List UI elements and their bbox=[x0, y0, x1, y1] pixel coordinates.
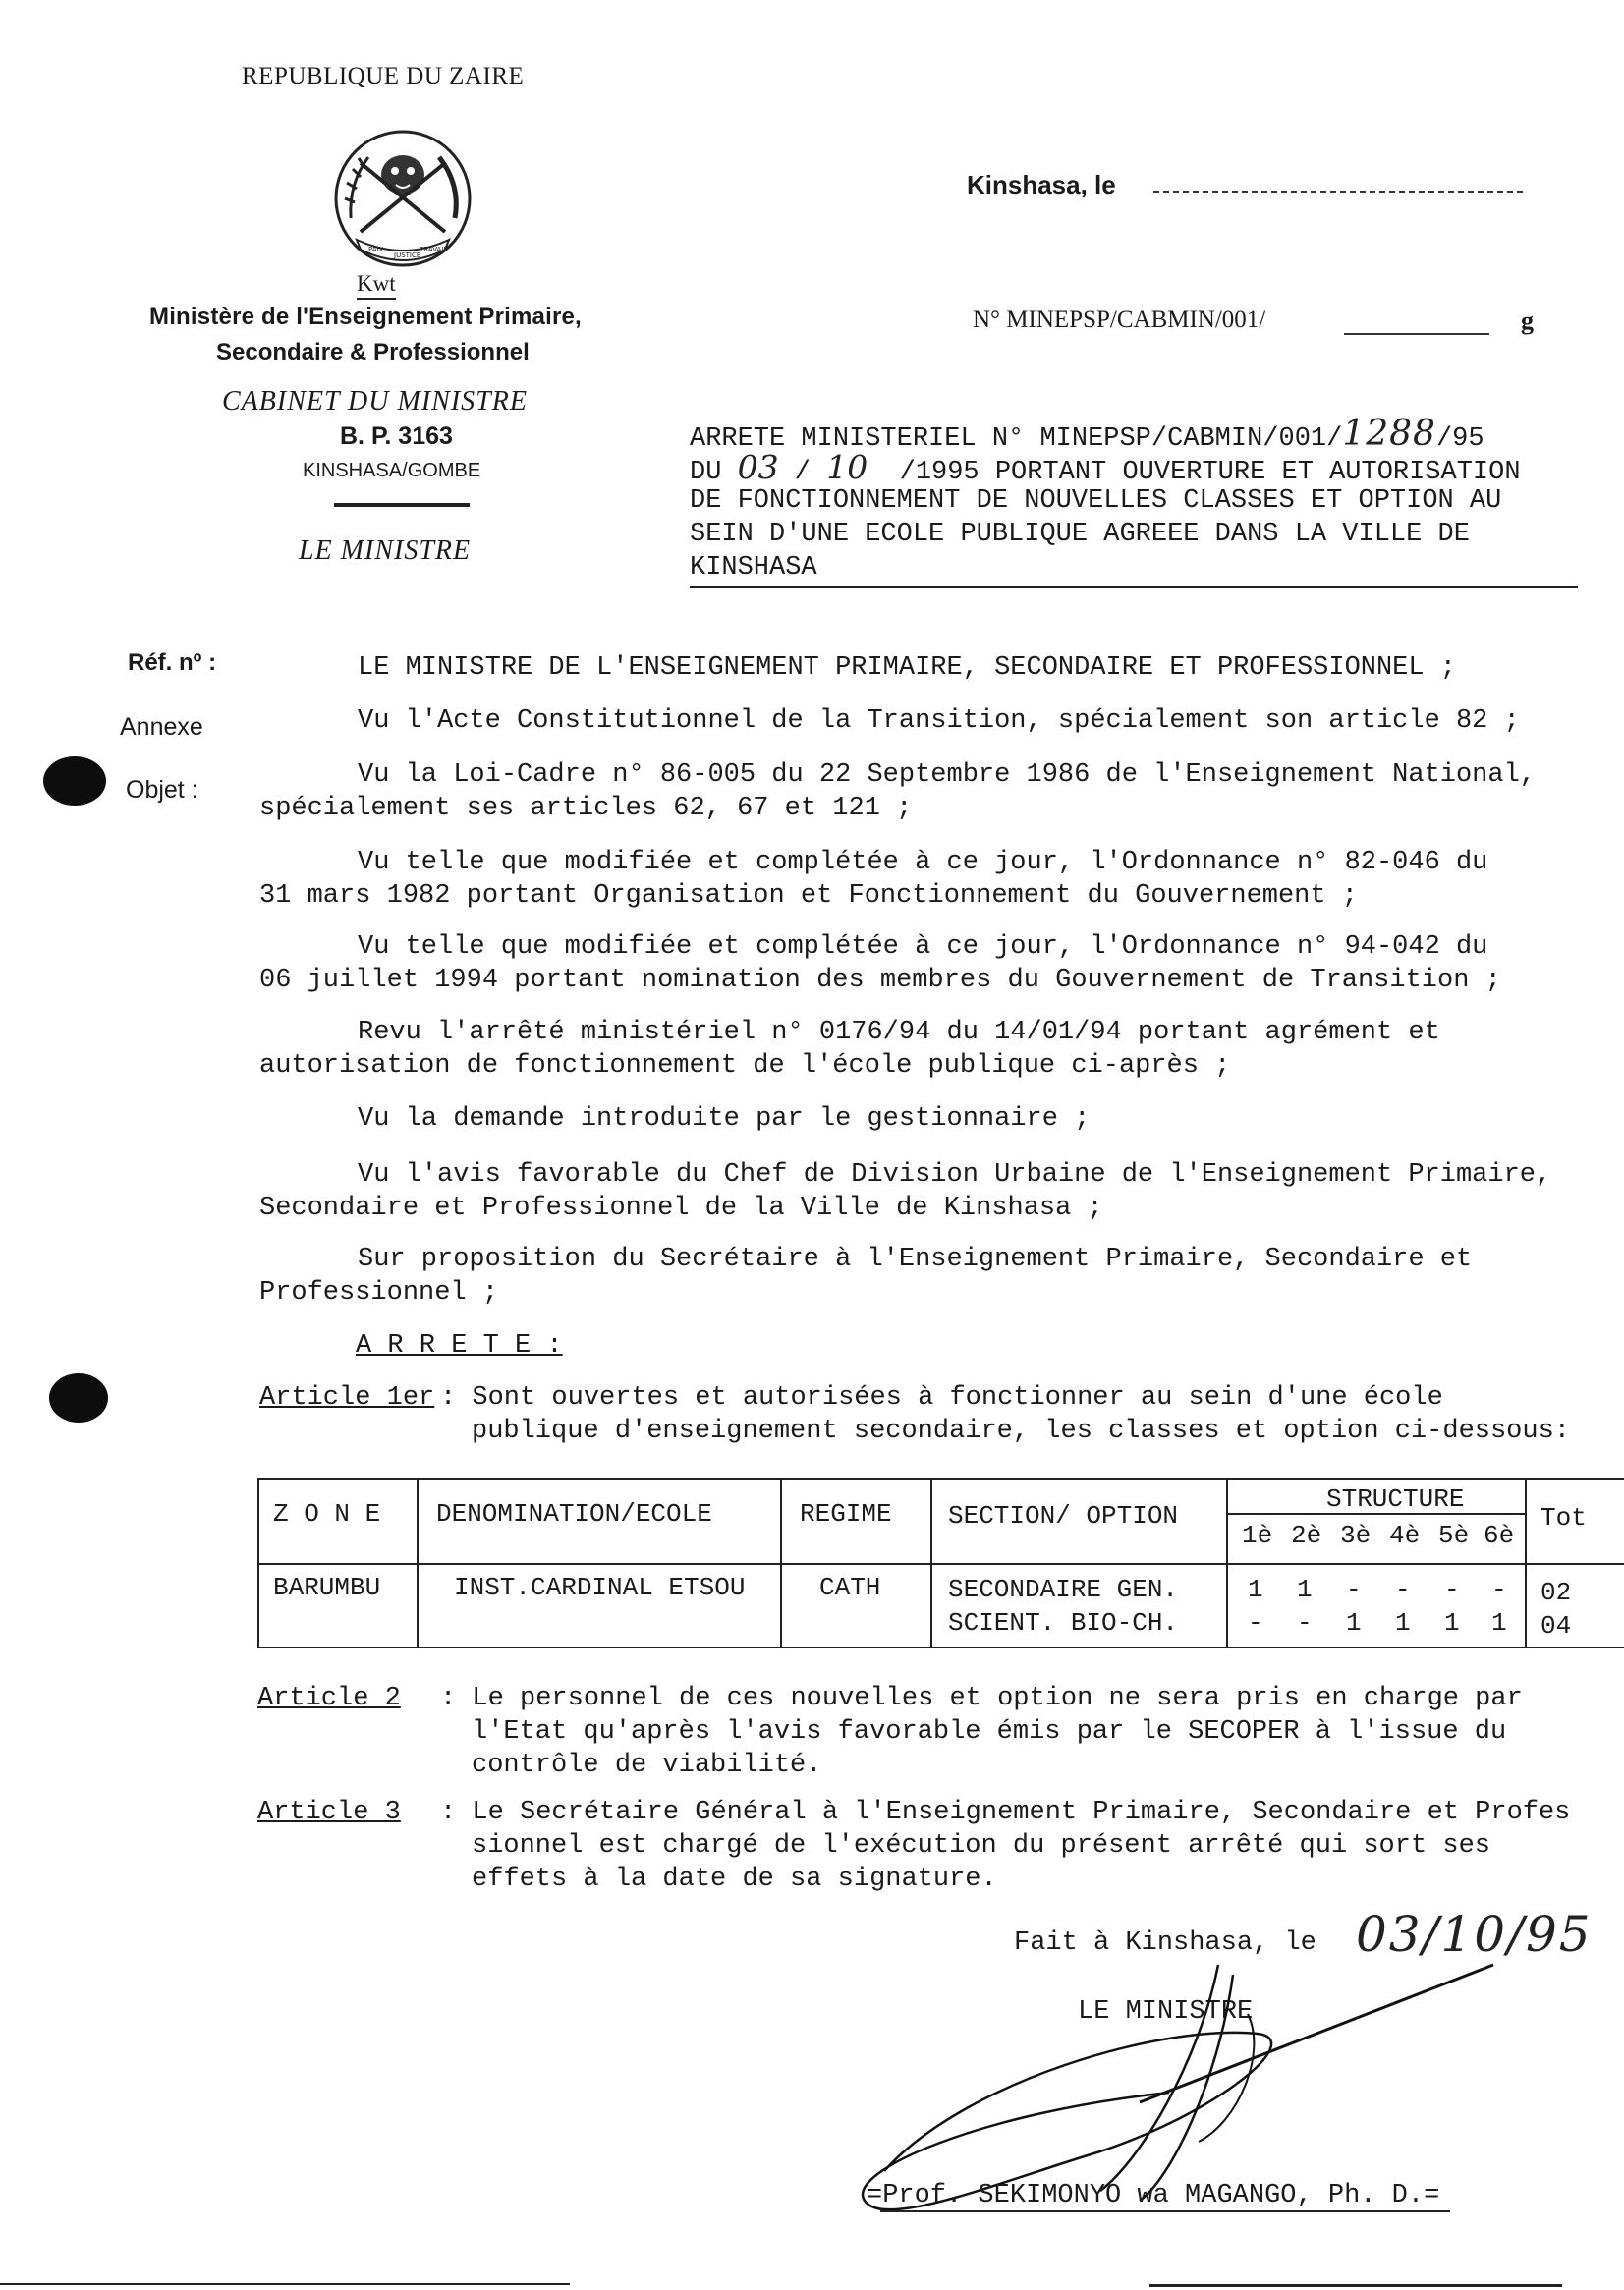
annexe-label: Annexe bbox=[120, 713, 203, 741]
header-regime: REGIME bbox=[800, 1499, 892, 1529]
row2-grade-1: - bbox=[1248, 1608, 1263, 1638]
decree-title-line-3: DE FONCTIONNEMENT DE NOUVELLES CLASSES ET OPTION AU bbox=[690, 486, 1502, 516]
decree-number-handwritten: 1288 bbox=[1342, 414, 1436, 454]
grade-1: 1è bbox=[1242, 1521, 1273, 1550]
body-para-4-l1: Vu telle que modifiée et complétée à ce jour, l'Ordonnance n° 94-042 du bbox=[358, 932, 1488, 962]
cabinet-title: CABINET DU MINISTRE bbox=[222, 386, 528, 417]
article-1-l1: : Sont ouvertes et autorisées à fonctionner au sein d'une école bbox=[440, 1383, 1443, 1413]
ministry-line-2: Secondaire & Professionnel bbox=[216, 339, 530, 365]
body-para-4-l2: 06 juillet 1994 portant nomination des membres du Gouvernement de Transition ; bbox=[259, 966, 1501, 995]
article-3-l3: effets à la date de sa signature. bbox=[472, 1865, 997, 1894]
seal-ribbon-left: PAIX bbox=[368, 246, 384, 253]
row-section-1: SECONDAIRE GEN. bbox=[948, 1575, 1179, 1604]
seal-ribbon-center: JUSTICE bbox=[394, 251, 421, 259]
header-structure: STRUCTURE bbox=[1326, 1484, 1465, 1514]
grade-2: 2è bbox=[1291, 1521, 1322, 1550]
body-para-8-l2: Professionnel ; bbox=[259, 1278, 499, 1308]
decree-title-line-2: DU 03 / 10 /1995 PORTANT OUVERTURE ET AUTORISATION bbox=[690, 448, 1521, 487]
bottom-edge-line-2 bbox=[1149, 2284, 1562, 2287]
article-3-label: Article 3 bbox=[257, 1798, 401, 1827]
header-denomination: DENOMINATION/ECOLE bbox=[436, 1499, 712, 1529]
decree-du-label: DU bbox=[690, 458, 722, 487]
body-minister-line: LE MINISTRE DE L'ENSEIGNEMENT PRIMAIRE, SECONDAIRE ET PROFESSIONNEL ; bbox=[358, 653, 1456, 683]
body-para-3-l2: 31 mars 1982 portant Organisation et Fonctionnement du Gouvernement ; bbox=[259, 881, 1358, 911]
seal-motto: Kwt bbox=[357, 271, 396, 300]
row1-grade-1: 1 bbox=[1248, 1575, 1263, 1604]
article-1-label: Article 1er bbox=[259, 1383, 435, 1413]
row2-grade-4: 1 bbox=[1395, 1608, 1411, 1638]
decree-title-prefix: ARRETE MINISTERIEL N° MINEPSP/CABMIN/001/ bbox=[690, 424, 1343, 454]
reference-suffix: g bbox=[1521, 307, 1534, 335]
body-para-7-l1: Vu l'avis favorable du Chef de Division Urbaine de l'Enseignement Primaire, bbox=[358, 1160, 1552, 1190]
body-para-5-l1: Revu l'arrêté ministériel n° 0176/94 du 14/01/94 portant agrément et bbox=[358, 1018, 1440, 1047]
fait-a-label: Fait à Kinshasa, le bbox=[1014, 1928, 1316, 1958]
place-date-label: Kinshasa, le bbox=[967, 170, 1116, 199]
article-2-l3: contrôle de viabilité. bbox=[472, 1751, 822, 1780]
hole-punch-mark bbox=[43, 756, 106, 806]
article-3-l2: sionnel est chargé de l'exécution du présent arrêté qui sort ses bbox=[472, 1831, 1490, 1861]
body-para-2-l2: spécialement ses articles 62, 67 et 121 ; bbox=[259, 794, 913, 823]
republic-title: REPUBLIQUE DU ZAIRE bbox=[242, 63, 525, 89]
seal-ribbon-right: TRAVAIL bbox=[420, 246, 448, 253]
national-seal bbox=[329, 124, 476, 281]
row-section-2: SCIENT. BIO-CH. bbox=[948, 1608, 1179, 1638]
city-label: KINSHASA/GOMBE bbox=[303, 460, 481, 481]
body-para-5-l2: autorisation de fonctionnement de l'école publique ci-après ; bbox=[259, 1051, 1231, 1081]
decree-title-line-5: KINSHASA bbox=[690, 553, 817, 583]
signature-date-handwritten: 03/10/95 bbox=[1356, 1906, 1593, 1963]
date-blank-line bbox=[1153, 191, 1523, 193]
body-para-8-l1: Sur proposition du Secrétaire à l'Enseignement Primaire, Secondaire et bbox=[358, 1245, 1473, 1274]
header-total: Tot bbox=[1540, 1503, 1587, 1533]
grade-5: 5è bbox=[1438, 1521, 1470, 1550]
ministry-line-1: Ministère de l'Enseignement Primaire, bbox=[149, 304, 582, 330]
article-2-l1: : Le personnel de ces nouvelles et option ne sera pris en charge par bbox=[440, 1684, 1523, 1713]
article-2-label: Article 2 bbox=[257, 1684, 401, 1713]
minister-title: LE MINISTRE bbox=[299, 535, 472, 566]
body-para-3-l1: Vu telle que modifiée et complétée à ce jour, l'Ordonnance n° 82-046 du bbox=[358, 848, 1488, 877]
decree-day-handwritten: 03 bbox=[737, 448, 779, 486]
body-para-1: Vu l'Acte Constitutionnel de la Transition, spécialement son article 82 ; bbox=[358, 706, 1520, 736]
classes-table bbox=[257, 1478, 1624, 1648]
decree-title-line-4: SEIN D'UNE ECOLE PUBLIQUE AGREEE DANS LA VILLE DE bbox=[690, 520, 1470, 549]
article-1-l2: publique d'enseignement secondaire, les classes et option ci-dessous: bbox=[472, 1417, 1570, 1446]
body-para-6: Vu la demande introduite par le gestionnaire ; bbox=[358, 1104, 1091, 1134]
row2-grade-3: 1 bbox=[1346, 1608, 1362, 1638]
postal-box: B. P. 3163 bbox=[340, 422, 453, 450]
header-section: SECTION/ OPTION bbox=[948, 1501, 1179, 1531]
closing-minister-label: LE MINISTRE bbox=[1078, 1997, 1254, 2027]
reference-number-label: N° MINEPSP/CABMIN/001/ bbox=[973, 307, 1266, 333]
decree-title-year: /95 bbox=[1435, 424, 1484, 454]
row-total-2: 04 bbox=[1540, 1611, 1572, 1641]
row1-grade-5: - bbox=[1444, 1575, 1460, 1604]
title-underline bbox=[690, 586, 1578, 588]
objet-label: Objet : bbox=[126, 776, 198, 804]
signatory-name: =Prof. SEKIMONYO wa MAGANGO, Ph. D.= bbox=[867, 2181, 1440, 2210]
ref-label: Réf. nº : bbox=[128, 649, 217, 676]
arrete-heading: A R R E T E : bbox=[356, 1331, 563, 1361]
reference-blank-line bbox=[1344, 333, 1489, 335]
hole-punch-mark-2 bbox=[49, 1373, 108, 1423]
row-total-1: 02 bbox=[1540, 1578, 1572, 1607]
bottom-edge-line bbox=[0, 2283, 570, 2285]
row1-grade-2: 1 bbox=[1297, 1575, 1313, 1604]
article-2-l2: l'Etat qu'après l'avis favorable émis par le SECOPER à l'issue du bbox=[472, 1717, 1507, 1747]
decree-month-handwritten: 10 bbox=[826, 448, 868, 486]
article-3-l1: : Le Secrétaire Général à l'Enseignement Primaire, Secondaire et Profes bbox=[440, 1798, 1571, 1827]
body-para-2-l1: Vu la Loi-Cadre n° 86-005 du 22 Septembre 1986 de l'Enseignement National, bbox=[358, 760, 1536, 790]
row2-grade-5: 1 bbox=[1444, 1608, 1460, 1638]
row-denomination: INST.CARDINAL ETSOU bbox=[454, 1573, 746, 1602]
header-divider bbox=[334, 503, 470, 507]
decree-title-line-2-text: /1995 PORTANT OUVERTURE ET AUTORISATION bbox=[899, 458, 1521, 487]
header-zone: Z O N E bbox=[273, 1499, 381, 1529]
signatory-underline bbox=[880, 2210, 1450, 2212]
row2-grade-2: - bbox=[1297, 1608, 1313, 1638]
grade-6: 6è bbox=[1484, 1521, 1515, 1550]
row1-grade-6: - bbox=[1491, 1575, 1507, 1604]
row-zone: BARUMBU bbox=[273, 1573, 381, 1602]
grade-3: 3è bbox=[1340, 1521, 1372, 1550]
row1-grade-4: - bbox=[1395, 1575, 1411, 1604]
row1-grade-3: - bbox=[1346, 1575, 1362, 1604]
row-regime: CATH bbox=[819, 1573, 881, 1602]
row2-grade-6: 1 bbox=[1491, 1608, 1507, 1638]
body-para-7-l2: Secondaire et Professionnel de la Ville de Kinshasa ; bbox=[259, 1194, 1103, 1223]
grade-4: 4è bbox=[1389, 1521, 1421, 1550]
